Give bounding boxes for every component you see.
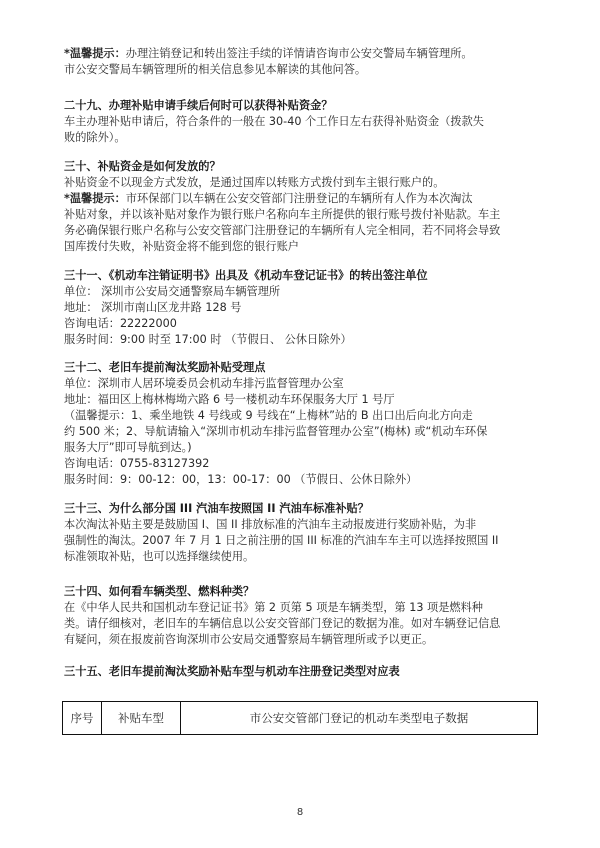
section-31 <box>64 268 540 348</box>
page-number: 8 <box>296 807 304 818</box>
paragraph-line: 务必确保银行账户名称与公安交管部门注册登记的车辆所有人完全相同，若不同将会导致 <box>64 224 501 237</box>
tip-text: 办理注销登记和转出签注手续的详情请咨询市公安交警局车辆管理所。 <box>125 47 473 60</box>
table-header-registration-type: 市公安交管部门登记的机动车类型电子数据 <box>249 711 469 725</box>
intro-tip <box>64 46 540 78</box>
paragraph-line: 补贴对象，并以该补贴对象作为银行账户名称向车主所提供的银行账号拨付补贴款。车主 <box>64 208 501 221</box>
tip-text: 市环保部门以车辆在公安交管部门注册登记的车辆所有人作为本次淘汰 <box>125 192 473 205</box>
section-heading: 三十四、如何看车辆类型、燃料种类？ <box>64 585 255 598</box>
paragraph-line: 类。请仔细核对，老旧车的车辆信息以公安交管部门登记的数据为准。如对车辆登记信息 <box>64 617 501 630</box>
paragraph-line: 服务大厅”即可导航到达。) <box>64 441 192 454</box>
paragraph-line: 地址： 深圳市南山区龙井路 128 号 <box>64 301 242 314</box>
section-heading: 二十九、办理补贴申请手续后何时可以获得补贴资金？ <box>64 99 333 112</box>
paragraph-line: 在《中华人民共和国机动车登记证书》第 2 页第 5 项是车辆类型，第 13 项是燃料种 <box>64 601 483 614</box>
tip-text: 市公安交警局车辆管理所的相关信息参见本解读的其他问答。 <box>64 63 367 76</box>
paragraph-line: 服务时间：9:00 时至 17:00 时 （节假日、 公休日除外） <box>64 333 352 346</box>
table-header-index: 序号 <box>63 702 102 734</box>
paragraph-line: 本次淘汰补贴主要是鼓励国 I、国 II 排放标准的汽油车主动报废进行奖励补贴，为非 <box>64 518 477 531</box>
section-29 <box>64 98 540 146</box>
section-heading: 三十一、《机动车注销证明书》出具及《机动车登记证书》的转出签注单位 <box>64 269 428 282</box>
tip-label: *温馨提示： <box>64 192 126 205</box>
table-header-subsidy-type: 补贴车型 <box>102 702 181 734</box>
paragraph-line: 败的除外）。 <box>64 131 126 144</box>
vehicle-type-table <box>62 701 538 735</box>
paragraph-line: 单位：深圳市人居环境委员会机动车排污监督管理办公室 <box>64 377 344 390</box>
paragraph-line: 强制性的淘汰。2007 年 7 月 1 日之前注册的国 III 标准的汽油车车主可以选择按照国 II <box>64 534 499 547</box>
paragraph-line: 车主办理补贴申请后，符合条件的一般在 30-40 个工作日左右获得补贴资金（拨款失 <box>64 115 484 128</box>
paragraph-line: 单位： 深圳市公安局交通警察局车辆管理所 <box>64 285 281 298</box>
section-30 <box>64 159 540 255</box>
paragraph-line: 咨询电话：0755-83127392 <box>64 457 210 470</box>
section-heading: 三十、补贴资金是如何发放的？ <box>64 160 221 173</box>
paragraph-line: 地址：福田区上梅林梅坳六路 6 号一楼机动车环保服务大厅 1 号厅 <box>64 393 395 406</box>
paragraph-line: 服务时间：9：00-12：00，13：00-17：00 （节假日、公休日除外） <box>64 473 418 486</box>
tip-label: *温馨提示： <box>64 47 126 60</box>
paragraph-line: 标准领取补贴，也可以选择继续使用。 <box>64 550 255 563</box>
paragraph-line: 咨询电话：22222000 <box>64 317 177 330</box>
section-heading: 三十二、老旧车提前淘汰奖励补贴受理点 <box>64 361 266 374</box>
section-heading: 三十五、老旧车提前淘汰奖励补贴车型与机动车注册登记类型对应表 <box>64 665 400 678</box>
section-34 <box>64 584 540 648</box>
section-33 <box>64 501 540 565</box>
section-32 <box>64 360 540 488</box>
paragraph-line: 有疑问，须在报废前咨询深圳市公安局交通警察局车辆管理所或予以更正。 <box>64 633 434 646</box>
paragraph-line: 补贴资金不以现金方式发放，是通过国库以转账方式拨付到车主银行账户的。 <box>64 176 445 189</box>
section-35 <box>64 664 540 680</box>
paragraph-line: 国库拨付失败，补贴资金将不能到您的银行账户 <box>64 240 299 253</box>
paragraph-line: （温馨提示：1、乘坐地铁 4 号线或 9 号线在“上梅林”站的 B 出口出后向北方向走 <box>64 409 473 422</box>
paragraph-line: 约 500 米；2、导航请输入“深圳市机动车排污监督管理办公室”(梅林) 或“机动车环保 <box>64 425 488 438</box>
section-heading: 三十三、为什么部分国 III 汽油车按照国 II 汽油车标准补贴？ <box>64 502 369 515</box>
